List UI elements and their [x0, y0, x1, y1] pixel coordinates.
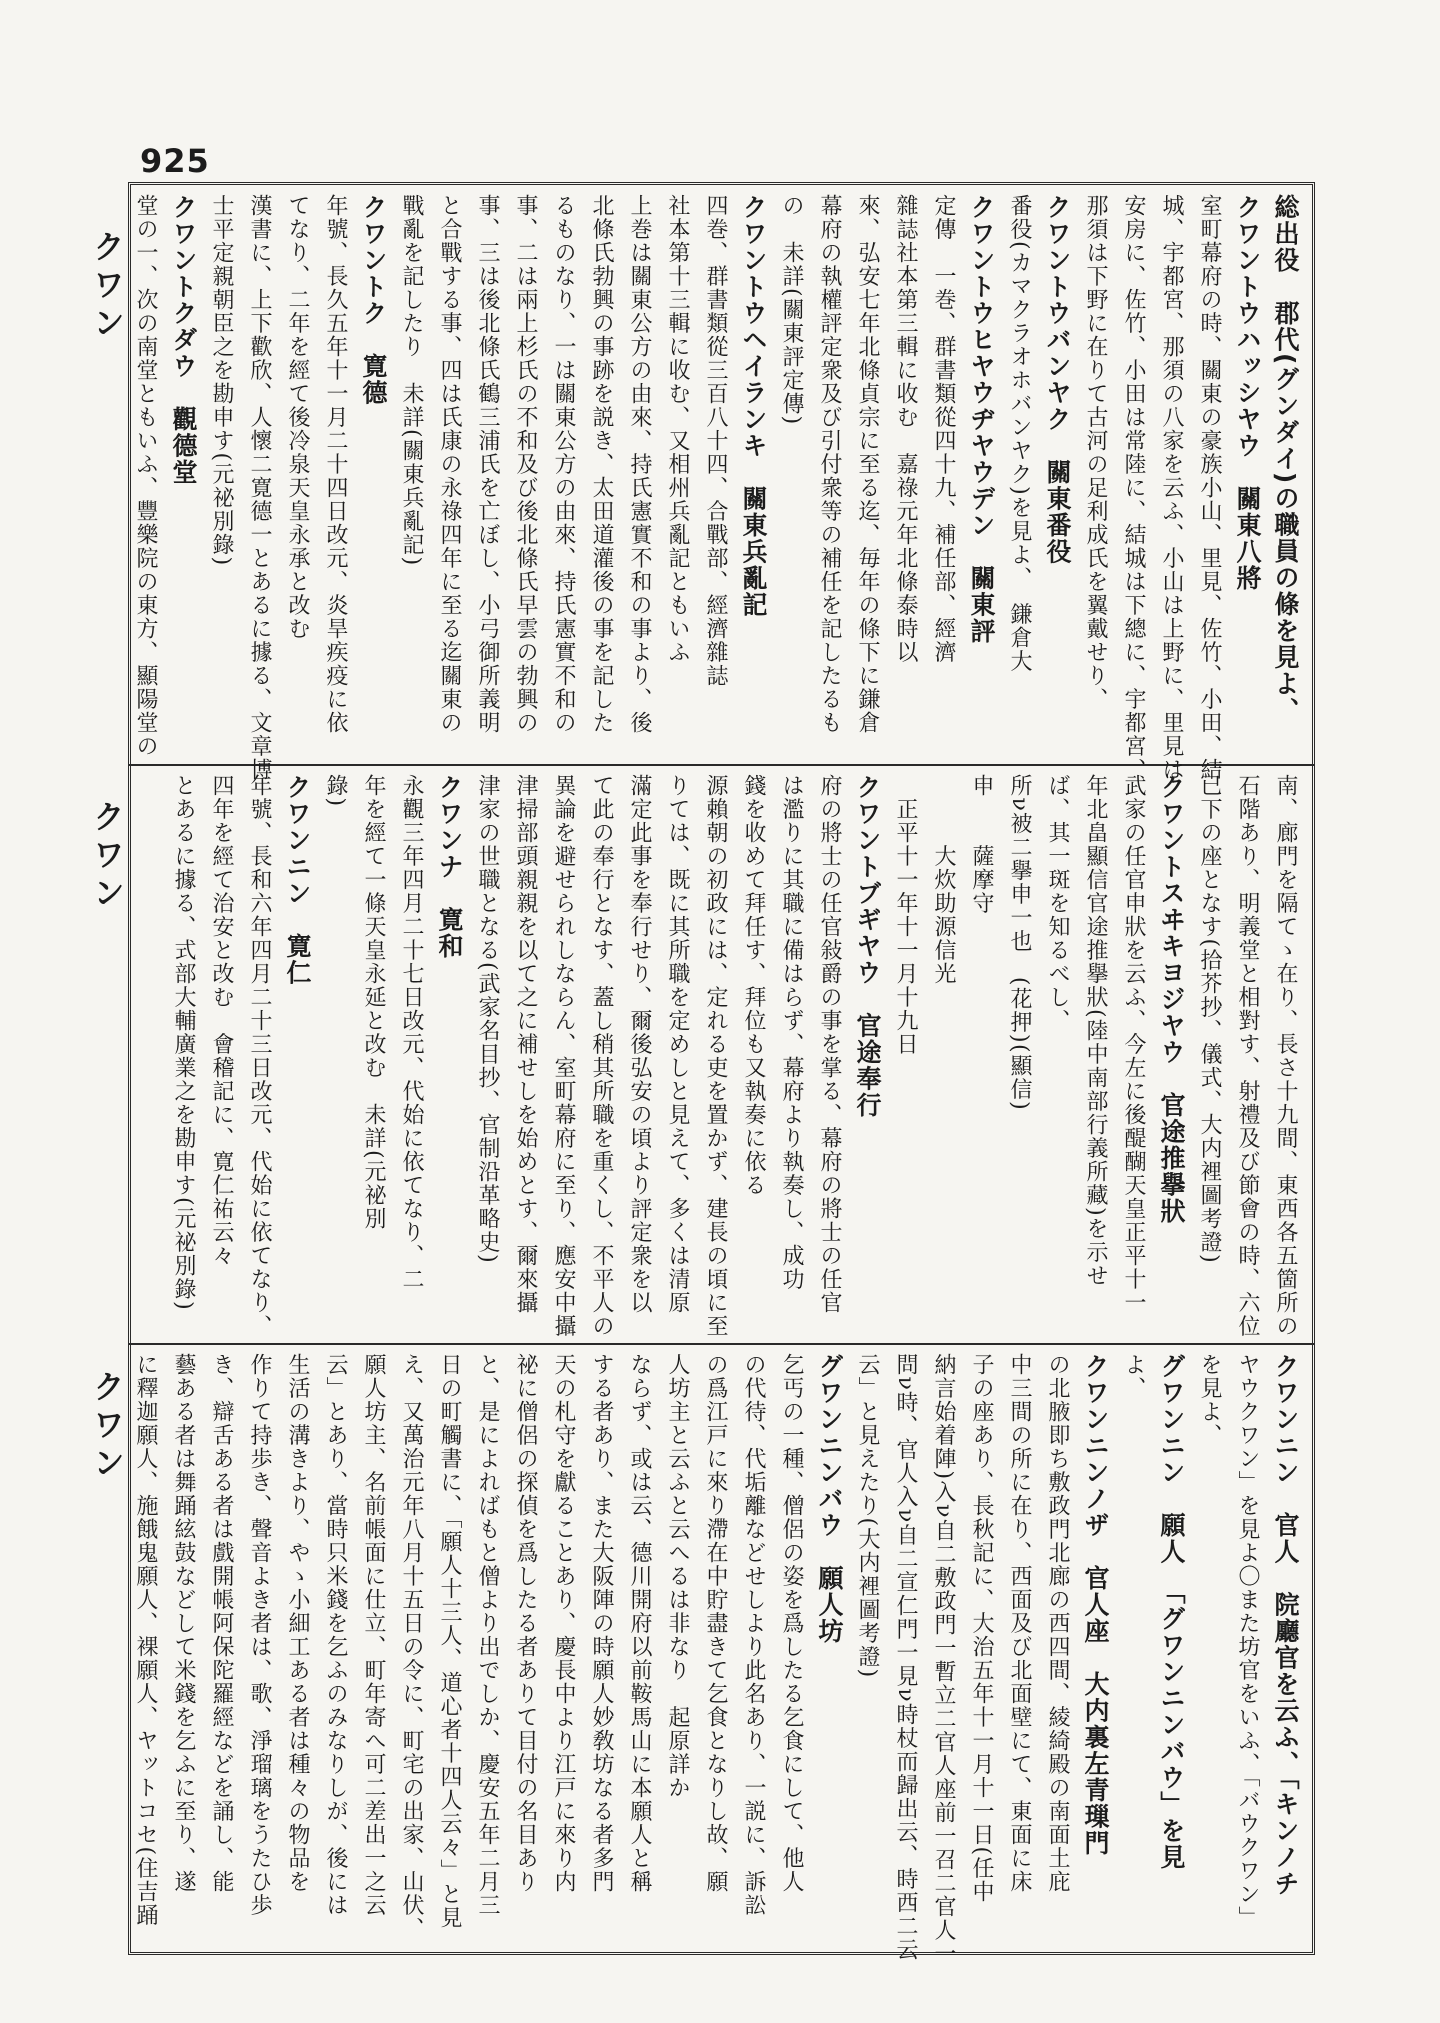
band-divider-2 [128, 1343, 1315, 1345]
text-line: 安房に、佐竹、小田は常陸に、結城は下總に、宇都宮、 [1121, 194, 1146, 782]
entry-heading: クワンナ 寛和 [435, 774, 464, 960]
text-line: よ、 [1121, 1353, 1146, 1400]
text-line: 異論を避せられしならん、室町幕府に至り、應安中攝 [551, 774, 576, 1338]
entry-heading: 総出役 郡代(グンダイ)の職員の條を見よ、 [1271, 194, 1300, 724]
text-line: と合戰する事、四は氏康の永祿四年に至る迄關東の [437, 194, 462, 735]
text-line: 城、宇都宮、那須の八家を云ふ、小山は上野に、里見は [1159, 194, 1184, 782]
text-line: 源賴朝の初政には、定れる吏を置かず、建長の頃に至 [703, 774, 728, 1338]
text-line: 人坊主と云ふと云へるは非なり 起原詳か [665, 1353, 690, 1800]
text-line: 上巻は關東公方の由來、持氏憲實不和の事より、後 [627, 194, 652, 735]
text-line: 云」とあり、當時只米錢を乞ふのみなりしが、後には [323, 1353, 348, 1917]
text-line: と、是によればもと僧より出でしか、慶安五年二月三 [475, 1353, 500, 1917]
text-line: 已下の座となす(拾芥抄、儀式、大内裡圖考證) [1197, 774, 1222, 1265]
text-line: 願人坊主、名前帳面に仕立、町年寄へ可二差出一之云 [361, 1353, 386, 1917]
text-line: 四年を經て治安と改む 會稽記に、寛仁祐云々 [209, 774, 234, 1268]
text-line: 四巻、群書類從三百八十四、合戰部、經濟雜誌 [703, 194, 728, 688]
entry-heading: クワントクダウ 觀德堂 [169, 194, 198, 486]
text-line: の代待、代垢離などせしより此名あり、一説に、訴訟 [741, 1353, 766, 1917]
text-line: 津家の世職となる(武家名目抄、官制沿革略史) [475, 774, 500, 1265]
text-line: 作りて持歩き、聲音よき者は、歌、淨瑠璃をうたひ歩 [247, 1353, 272, 1917]
entry-heading: クワントウヒヤウヂヤウデン 關東評 [967, 194, 996, 645]
text-line: 問ν時、官人入ν自二宣仁門一見ν時杖而歸出云、時西二云 [893, 1353, 918, 1962]
text-line: 事、二は兩上杉氏の不和及び後北條氏早雲の勃興の [513, 194, 538, 735]
text-line: 申 薩摩守 [969, 774, 994, 915]
text-line: 永觀三年四月二十七日改元、代始に依てなり、二 [399, 774, 424, 1291]
side-label-bottom: クワン [88, 1370, 126, 1484]
text-line: 南、廊門を隔てゝ在り、長さ十九間、東西各五箇所の [1273, 774, 1298, 1338]
text-line: に釋迦願人、施餓鬼願人、裸願人、ヤットコセ(住吉踊 [133, 1353, 158, 1928]
text-line: 生活の溝きより、やゝ小細工ある者は種々の物品を [285, 1353, 310, 1894]
text-line: 番役(カマクラオホバンヤク)を見よ、 鎌倉大 [1007, 194, 1032, 674]
text-line: 云」と見えたり(大内裡圖考證) [855, 1353, 880, 1679]
text-line: の 未詳(關東評定傳) [779, 194, 804, 426]
text-band-middle [140, 774, 1304, 1338]
text-line: 定傳 一巻、群書類從四十九、補任部、經濟 [931, 194, 956, 664]
text-line: 錢を收めて拜任す、拜位も又執奏に依る [741, 774, 766, 1197]
side-label-top: クワン [88, 230, 126, 344]
entry-heading: グワンニンバウ 願人坊 [815, 1353, 844, 1645]
page-number: 925 [140, 142, 210, 180]
text-line: き、辯舌ある者は戲開帳阿保陀羅經などを誦し、能 [209, 1353, 234, 1894]
side-label-middle: クワン [88, 800, 126, 914]
text-line: 石階あり、明義堂と相對す、射禮及び節會の時、六位 [1235, 774, 1260, 1338]
text-line: りては、既に其所職を定めしと見えて、多くは清原 [665, 774, 690, 1315]
text-line: 滿定此事を奉行せり、爾後弘安の頃より評定衆を以 [627, 774, 652, 1315]
text-line: るものなり、一は關東公方の由來、持氏憲實不和の [551, 194, 576, 735]
text-line: て此の奉行となす、蓋し稍其所職を重くし、不平人の [589, 774, 614, 1338]
text-line: ば、其一斑を知るべし、 [1045, 774, 1070, 1033]
entry-heading: クワントウヘイランキ 關東兵亂記 [739, 194, 768, 618]
text-line: 津掃部頭親親を以て之に補せしを始めとす、爾來攝 [513, 774, 538, 1315]
entry-heading: クワントウハッシヤウ 關東八將 [1233, 194, 1262, 592]
entry-heading: クワントウバンヤク 關東番役 [1043, 194, 1072, 565]
text-line: の爲江戸に來り滯在中貯盡きて乞食となりし故、願 [703, 1353, 728, 1894]
entry-heading: クワントク 寛德 [359, 194, 388, 406]
entry-heading: クワンニン 官人 院廳官を云ふ、「キンノチ [1271, 1353, 1300, 1897]
text-line: 大炊助源信光 [931, 774, 956, 986]
text-line: 幕府の執權評定衆及び引付衆等の補任を記したるも [817, 194, 842, 735]
text-line: 漢書に、上下歡欣、人懷二寛德一とあるに據る、文章博 [247, 194, 272, 782]
text-line: 來、弘安七年北條貞宗に至る迄、毎年の條下に鎌倉 [855, 194, 880, 735]
text-line: 社本第十三輯に收む、又相州兵亂記ともいふ [665, 194, 690, 664]
text-line: 武家の任官申狀を云ふ、今左に後醍醐天皇正平十一 [1121, 774, 1146, 1315]
text-line: 中三間の所に在り、西面及び北面壁にて、東面に床 [1007, 1353, 1032, 1894]
text-line: 正平十一年十一月十九日 [893, 774, 918, 1056]
text-line: 所ν被二擧申一也 (花押)(顯信) [1007, 774, 1032, 1112]
text-line: 藝ある者は舞踊絃鼓などして米錢を乞ふに至り、遂 [171, 1353, 196, 1894]
text-line: は濫りに其職に備はらず、幕府より執奏し、成功 [779, 774, 804, 1291]
text-band-bottom [133, 1353, 1304, 1966]
text-line: え、又萬治元年八月十五日の令に、町宅の出家、山伏、 [399, 1353, 424, 1941]
entry-heading: クワンニンノザ 官人座 大内裏左青璅門 [1081, 1353, 1110, 1857]
text-line: の北腋即ち敷政門北廊の西四間、綾綺殿の南面土庇 [1045, 1353, 1070, 1894]
text-line: 子の座あり、長秋記に、大治五年十一月十一日(任中 [969, 1353, 994, 1904]
text-line: 年號、長和六年四月二十三日改元、代始に依てなり、 [247, 774, 272, 1338]
entry-heading: クワントスヰキヨジヤウ 官途推擧狀 [1157, 774, 1186, 1225]
entry-heading: クワンニン 寛仁 [283, 774, 312, 986]
text-line: 天の札守を獻ることあり、慶長中より江戸に來り内 [551, 1353, 576, 1894]
text-line: 乞丐の一種、僧侶の姿を爲したる乞食にして、他人 [779, 1353, 804, 1894]
text-line: 那須は下野に在りて古河の足利成氏を翼戴せり、 [1083, 194, 1108, 711]
text-line: 納言始着陣)入ν自二敷政門一暫立二官人座前一召二官人一 [931, 1353, 956, 1966]
text-line: 府の將士の任官敍爵の事を掌る、幕府の將士の任官 [817, 774, 842, 1315]
text-line: 雜誌社本第三輯に收む 嘉祿元年北條泰時以 [893, 194, 918, 664]
text-line: 戰亂を記したり 未詳(關東兵亂記) [399, 194, 424, 567]
text-line: 錄) [323, 774, 348, 808]
text-line: を見よ、 [1197, 1353, 1222, 1447]
text-line: ならず、或は云、德川開府以前鞍馬山に本願人と稱 [627, 1353, 652, 1894]
text-line: ヤウクワン」を見よ〇また坊官をいふ、「バウクワン」 [1235, 1353, 1260, 1930]
text-line: 事、三は後北條氏鶴三浦氏を亡ぼし、小弓御所義明 [475, 194, 500, 735]
text-line: 年北畠顯信官途推擧狀(陸中南部行義所藏)を示せ [1083, 774, 1108, 1288]
text-line: 祕に僧侶の探偵を爲したる者ありて目付の名目あり [513, 1353, 538, 1894]
text-line: する者あり、また大阪陣の時願人妙敎坊なる者多門 [589, 1353, 614, 1894]
text-line: とあるに據る、式部大輔廣業之を勘申す(元祕別錄) [171, 774, 196, 1312]
text-line: てなり、二年を經て後冷泉天皇永承と改む [285, 194, 310, 641]
text-line: 年號、長久五年十一月二十四日改元、炎旱疾疫に依 [323, 194, 348, 735]
text-line: 年を經て一條天皇永延と改む 未詳(元祕別 [361, 774, 386, 1231]
text-line: 士平定親朝臣之を勘申す(元祕別錄) [209, 194, 234, 567]
entry-heading: グワンニン 願人 「グワンニンバウ」を見 [1157, 1353, 1186, 1871]
text-line: 堂の一、次の南堂ともいふ、豐樂院の東方、顯陽堂の [133, 194, 158, 758]
text-line: 室町幕府の時、關東の豪族小山、里見、佐竹、小田、結 [1197, 194, 1222, 782]
entry-heading: クワントブギヤウ 官途奉行 [853, 774, 882, 1119]
text-line: 北條氏勃興の事跡を説き、太田道灌後の事を記した [589, 194, 614, 735]
text-line: 日の町觸書に、「願人十三人、道心者十四人云々」と見 [437, 1353, 462, 1930]
text-band-top [133, 194, 1304, 782]
